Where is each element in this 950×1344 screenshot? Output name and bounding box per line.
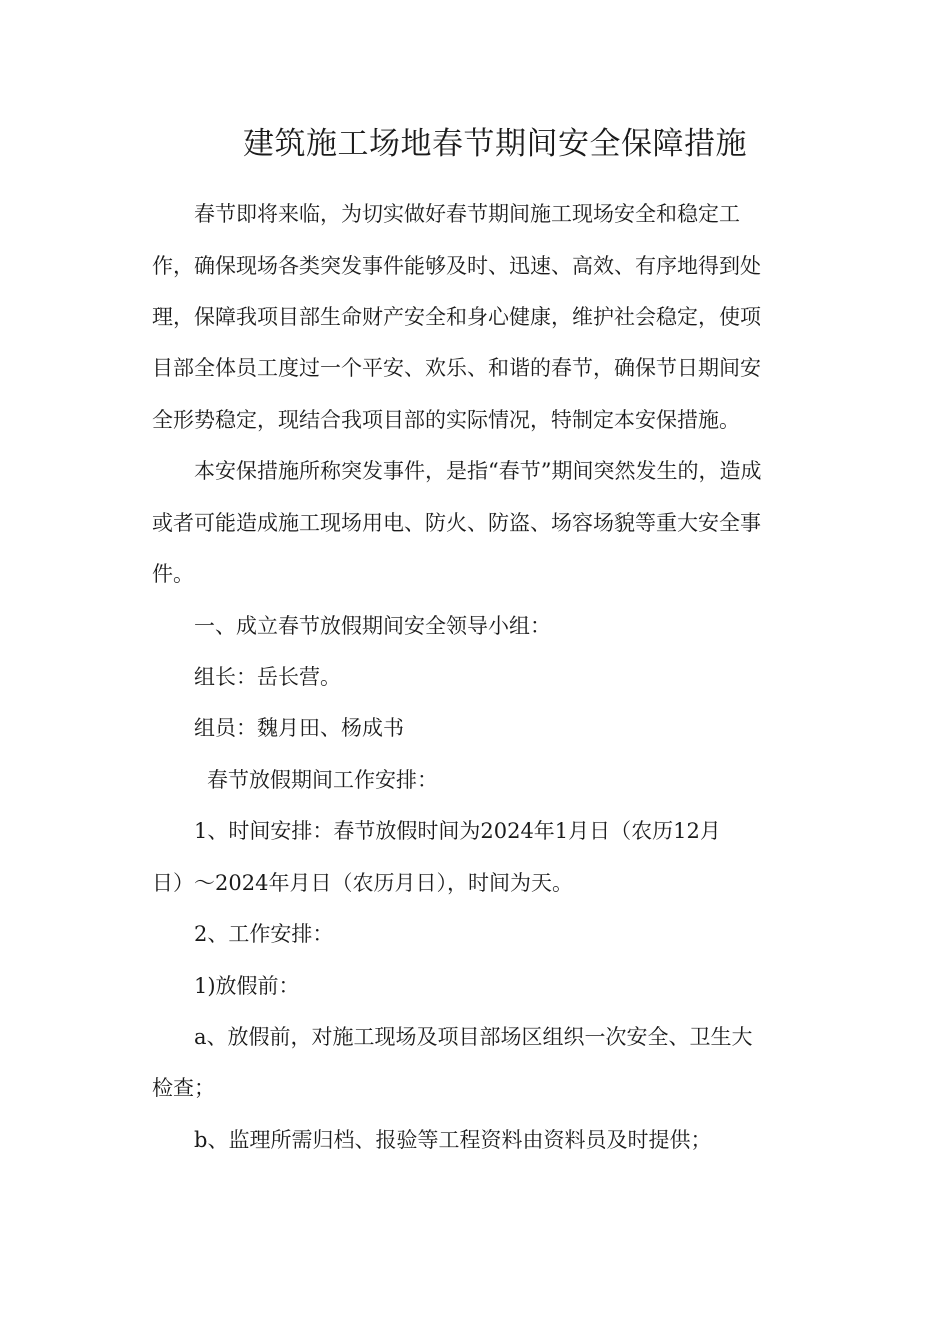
paragraph-line: 理，保障我项目部生命财产安全和身心健康，维护社会稳定，使项: [152, 305, 761, 329]
paragraph-line: 或者可能造成施工现场用电、防火、防盗、场容场貌等重大安全事: [152, 511, 761, 535]
paragraph-line: 春节即将来临，为切实做好春节期间施工现场安全和稳定工: [194, 202, 740, 226]
section-heading: 一、成立春节放假期间安全领导小组：: [194, 614, 551, 638]
team-leader-line: 组长：岳长营。: [194, 665, 341, 689]
paragraph-line: 目部全体员工度过一个平安、欢乐、和谐的春节，确保节日期间安: [152, 356, 761, 380]
list-item: b、监理所需归档、报验等工程资料由资料员及时提供；: [194, 1128, 712, 1152]
paragraph-line: 日）～2024年月日（农历月日），时间为天。: [152, 871, 573, 895]
list-subheading: 1)放假前：: [194, 974, 300, 998]
paragraph-line: 件。: [152, 562, 194, 586]
list-item: a、放假前，对施工现场及项目部场区组织一次安全、卫生大: [194, 1025, 753, 1049]
paragraph-line: 本安保措施所称突发事件，是指“春节”期间突然发生的，造成: [194, 459, 762, 483]
work-arrangement-heading: 春节放假期间工作安排：: [207, 768, 438, 792]
list-heading: 2、工作安排：: [194, 922, 334, 946]
paragraph-line: 1、时间安排：春节放假时间为2024年1月日（农历12月: [194, 819, 721, 843]
document-title: 建筑施工场地春节期间安全保障措施: [243, 126, 747, 162]
team-members-line: 组员：魏月田、杨成书: [194, 716, 404, 740]
paragraph-line: 全形势稳定，现结合我项目部的实际情况，特制定本安保措施。: [152, 408, 740, 432]
list-item-continuation: 检查；: [152, 1076, 215, 1100]
paragraph-line: 作，确保现场各类突发事件能够及时、迅速、高效、有序地得到处: [152, 254, 761, 278]
